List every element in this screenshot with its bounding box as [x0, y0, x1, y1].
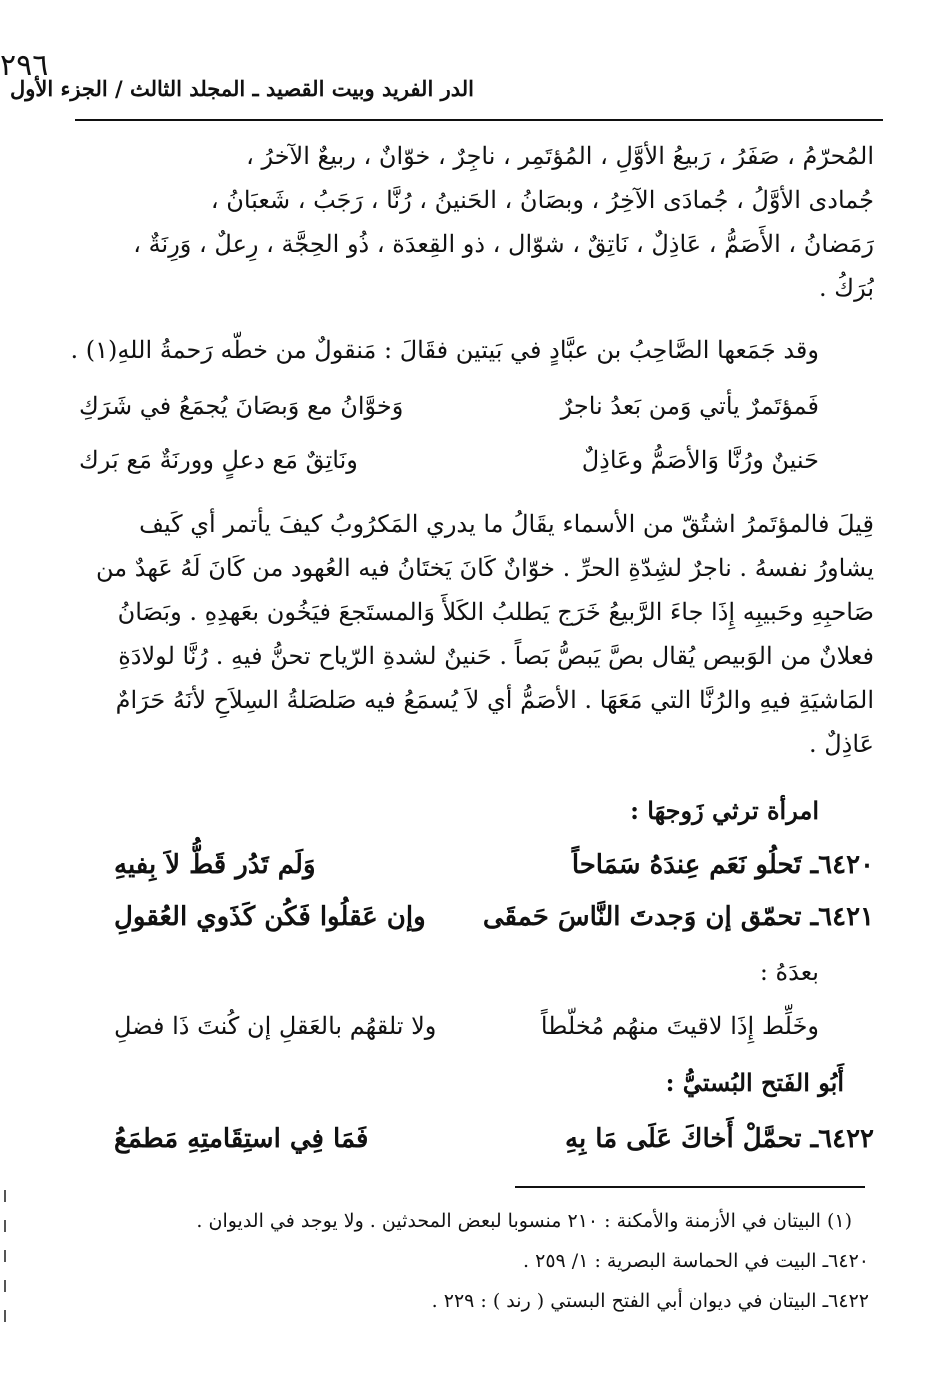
text-line: المُحرّمُ ، صَفَرُ ، رَبيعُ الأوَّلِ ، المُؤتَمِر ، ناجِرٌ ، خوّانٌ ، ربيعٌ الآخرُ ، [246, 142, 874, 170]
verse-first-hemistich: فَمؤتَمرٌ يأتي وَمن بَعدُ ناجرٌ [560, 392, 819, 420]
header-rule [75, 119, 883, 121]
intro-line: وقد جَمَعها الصَّاحِبُ بن عبَّادٍ في بَيتين فقَالَ : مَنقولٌ من خطّه رَحمةُ اللهِ(١) . [70, 336, 819, 364]
verse-row [79, 392, 874, 436]
section-heading: أَبُو الفَتح البُستيُّ : [665, 1068, 844, 1097]
footnote: ٦٤٢٠ـ البيت في الحماسة البصرية : ١/ ٢٥٩ . [523, 1250, 869, 1272]
text-line: جُمادى الأوَّلُ ، جُمادَى الآخِرُ ، وبصَانُ ، الحَنينُ ، رُنَّا ، رَجَبُ ، شَعبَانُ ، [210, 186, 874, 214]
verse-second-hemistich: وَخوَّانُ مع وَبصَانَ يُجمَعُ في شَرَكِ [79, 392, 404, 420]
text-line: يشاورُ نفسهُ . ناجرٌ لشِدّةِ الحرِّ . خوّانٌ كَانَ يَختَانُ فيه العُهود من كَانَ لَهُ عَهدٌ من [96, 554, 874, 582]
text-line: المَاشيَةِ فيهِ والرُنَّا التي مَعَهَا . الأصَمُّ أي لاَ يُسمَعُ فيه صَلصَلةُ السِلاَحِ لأنَهُ حَرَامٌ [115, 686, 874, 714]
verse-first-hemistich: ٦٤٢٠ـ تَحلُو نَعَم عِندَهُ سَمَاحاً [571, 850, 874, 880]
verse-first-hemistich: وخَلِّط إِذَا لاقيتَ منهُم مُخلّطاً [540, 1012, 819, 1040]
verse-second-hemistich: وإن عَقلُوا فَكُن كَذَوي العُقولِ [114, 902, 426, 932]
verse-row [79, 446, 874, 490]
text-line: عَاذِلٌ . [808, 730, 874, 758]
text-line: بُرَكُ . [819, 274, 874, 302]
page-number-text: ٢٩٦ [0, 48, 49, 83]
text-line: فعلانٌ من الوَبيص يُقال بصَّ يَبصُّ بَصاً . حَنينٌ لشدةِ الرّياح تحنُّ فيهِ . رُنَّا لولادَةِ [118, 642, 874, 670]
verse-second-hemistich: وَلَم تَدُر قَطُّ لاَ بِفيهِ [114, 850, 316, 880]
after-label: بعدَهُ : [759, 958, 819, 986]
text-line: رَمَضانُ ، الأَصَمُّ ، عَاذِلٌ ، نَاتِقٌ ، شوّال ، ذو القِعدَة ، ذُو الحِجَّة ، رِعلٌ ، وَرِنَةٌ ، [133, 230, 874, 258]
verse-row [79, 1124, 874, 1168]
verse-first-hemistich: حَنينٌ ورُنَّا وَالأصَمُّ وعَاذِلٌ [581, 446, 819, 474]
verse-first-hemistich: ٦٤٢٢ـ تحمَّلْ أَخاكَ عَلَى مَا بِهِ [565, 1124, 874, 1154]
running-title: الدر الفريد وبيت القصيد ـ المجلد الثالث / الجزء الأول [9, 76, 474, 101]
verse-first-hemistich: ٦٤٢١ـ تحمّق إن وَجدتَ النَّاسَ حَمقَى [482, 902, 874, 932]
footnote: (١) البيتان في الأزمنة والأمكنة : ٢١٠ منسوبا لبعض المحدثين . ولا يوجد في الديوان . [196, 1210, 852, 1232]
verse-row [79, 902, 874, 946]
footnote: ٦٤٢٢ـ البيتان في ديوان أبي الفتح البستي ( رند ) : ٢٢٩ . [431, 1290, 869, 1312]
verse-second-hemistich: ونَاتِقٌ مَع دعلٍ وورنَةٌ مَع بَرك [79, 446, 358, 474]
verse-second-hemistich: فَمَا فِي استِقَامتِهِ مَطمَعُ [114, 1124, 369, 1154]
verse-row [79, 1012, 874, 1056]
verse-second-hemistich: ولا تلقهُم بالعَقلِ إن كُنتَ ذَا فضلِ [114, 1012, 437, 1040]
footnote-rule [515, 1186, 865, 1188]
text-line: قِيلَ فالمؤتَمرُ اشتُقّ من الأسماء يقَالُ ما يدري المَكرُوبُ كيفَ يأتمر أي كَيف [139, 510, 874, 538]
section-heading: امرأة ترثي زَوجهَا : [630, 796, 819, 825]
text-line: صَاحبِهِ وحَبيبِه إِذَا جاءَ الرَّبيعُ خَرَج يَطلبُ الكَلأَ وَالمستَجعَ فيَخُون بعَهدِهِ . وبَصَانُ [117, 598, 874, 626]
scan-edge-marks [4, 1190, 6, 1340]
explanation-paragraph [79, 502, 874, 766]
month-names-paragraph [79, 134, 874, 310]
verse-row [79, 850, 874, 894]
